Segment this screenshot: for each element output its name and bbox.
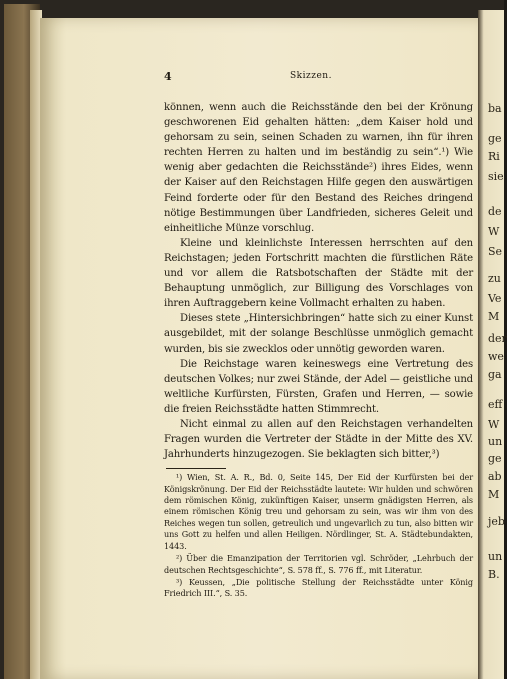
facing-page-fragment: zu bbox=[488, 272, 501, 285]
paragraph: können, wenn auch die Reichsstände den bei der Krönung geschworenen Eid gehalten hätten: „dem Kaiser hold und gehorsam zu sein, seinen Schaden zu warnen, ihn für ihren rechten Herren zu halten und im beständig zu sein“.¹) Wie wenig aber gedachten die Reichsstände²) ihres Eides, wenn der Kaiser auf den Reichstagen Hilfe gegen den auswärtigen Feind forderte oder für den Bestand des Reiches dringend nötige Bestimmungen über Landfrieden, sicheres Geleit und einheitliche Münze vorschlug. bbox=[164, 102, 473, 234]
facing-page-fragment: M bbox=[488, 310, 500, 323]
facing-page-fragment: we bbox=[488, 350, 504, 363]
paragraph: Nicht einmal zu allen auf den Reichstagen verhandelten Fragen wurden die Vertreter der Städte in der Mitte des XV. Jahrhunderts hinzugezogen. Sie beklagten sich bitter,³) bbox=[164, 418, 473, 461]
facing-page-fragment: Ve bbox=[488, 292, 502, 305]
facing-page-fragment: ba bbox=[488, 102, 502, 115]
facing-page-fragment: eff bbox=[488, 398, 503, 411]
facing-page-fragment: un bbox=[488, 435, 503, 448]
footnotes bbox=[164, 472, 473, 599]
facing-page-fragment: ga bbox=[488, 368, 502, 381]
facing-page-fragment: un bbox=[488, 550, 503, 563]
facing-page-fragment: ge bbox=[488, 132, 502, 145]
running-title: Skizzen. bbox=[290, 71, 332, 81]
facing-page-fragment: Se bbox=[488, 245, 503, 258]
facing-page-fragment: W bbox=[488, 225, 500, 238]
footnote-separator bbox=[166, 468, 226, 469]
footnote: ¹) Wien, St. A. R., Bd. 0, Seite 145, Der Eid der Kurfürsten bei der Königskrönung. Der Eid der Reichsstädte lautete: Wir hulden und schwören dem römischen König, zukünftigen Kaiser, unserm gnädigsten Herren, als einem römischen König treu und gehorsam zu sein, was wir ihm von des Reiches wegen tun sollen, getreulich und ungevarlich zu tun, also bitten wir uns Gott zu helfen und allen Heiligen. Nördlinger, St. A. Städtebundakten, 1443. bbox=[164, 472, 473, 551]
facing-page-edge bbox=[478, 10, 507, 679]
page-header bbox=[164, 70, 473, 88]
page-number: 4 bbox=[164, 70, 172, 83]
facing-page-fragment: der bbox=[488, 332, 507, 345]
facing-page-fragment: ab bbox=[488, 470, 502, 483]
facing-page-fragment: sie bbox=[488, 170, 504, 183]
footnote: ²) Über die Emanzipation der Territorien vgl. Schröder, „Lehrbuch der deutschen Rechtsgeschichte“, S. 578 ff., S. 776 ff., mit Literatur. bbox=[164, 553, 473, 575]
facing-page-fragment: jeb bbox=[488, 515, 505, 528]
main-text bbox=[164, 100, 473, 462]
facing-page-fragment: de bbox=[488, 205, 502, 218]
footnote: ³) Keussen, „Die politische Stellung der Reichsstädte unter König Friedrich III.“, S. 35. bbox=[164, 576, 473, 599]
paragraph: Die Reichstage waren keineswegs eine Vertretung des deutschen Volkes; nur zwei Stände, der Adel — geistliche und weltliche Kurfürsten, Fürsten, Grafen und Herren, — sowie die freien Reichsstädte hatten Stimmrecht. bbox=[164, 358, 473, 415]
facing-page-fragment: W bbox=[488, 418, 500, 431]
page-content bbox=[164, 70, 473, 601]
paragraph: Kleine und kleinlichste Interessen herrschten auf den Reichstagen; jeden Fortschritt machten die fürstlichen Räte und vor allem die Ratsbotschaften der Städte mit der Behauptung unmöglich, zur Billigung des Vorschlages von ihren Auftraggebern keine Vollmacht erhalten zu haben. bbox=[164, 237, 473, 310]
facing-page-fragment: M bbox=[488, 488, 500, 501]
paragraph: Dieses stete „Hintersichbringen“ hatte sich zu einer Kunst ausgebildet, mit der solange Beschlüsse unmöglich gemacht wurden, bis sie zwecklos oder unnötig geworden waren. bbox=[164, 313, 473, 355]
facing-page-fragment: B. bbox=[488, 568, 500, 581]
facing-page-fragment: Ri bbox=[488, 150, 500, 163]
facing-page-fragment: ge bbox=[488, 452, 502, 465]
